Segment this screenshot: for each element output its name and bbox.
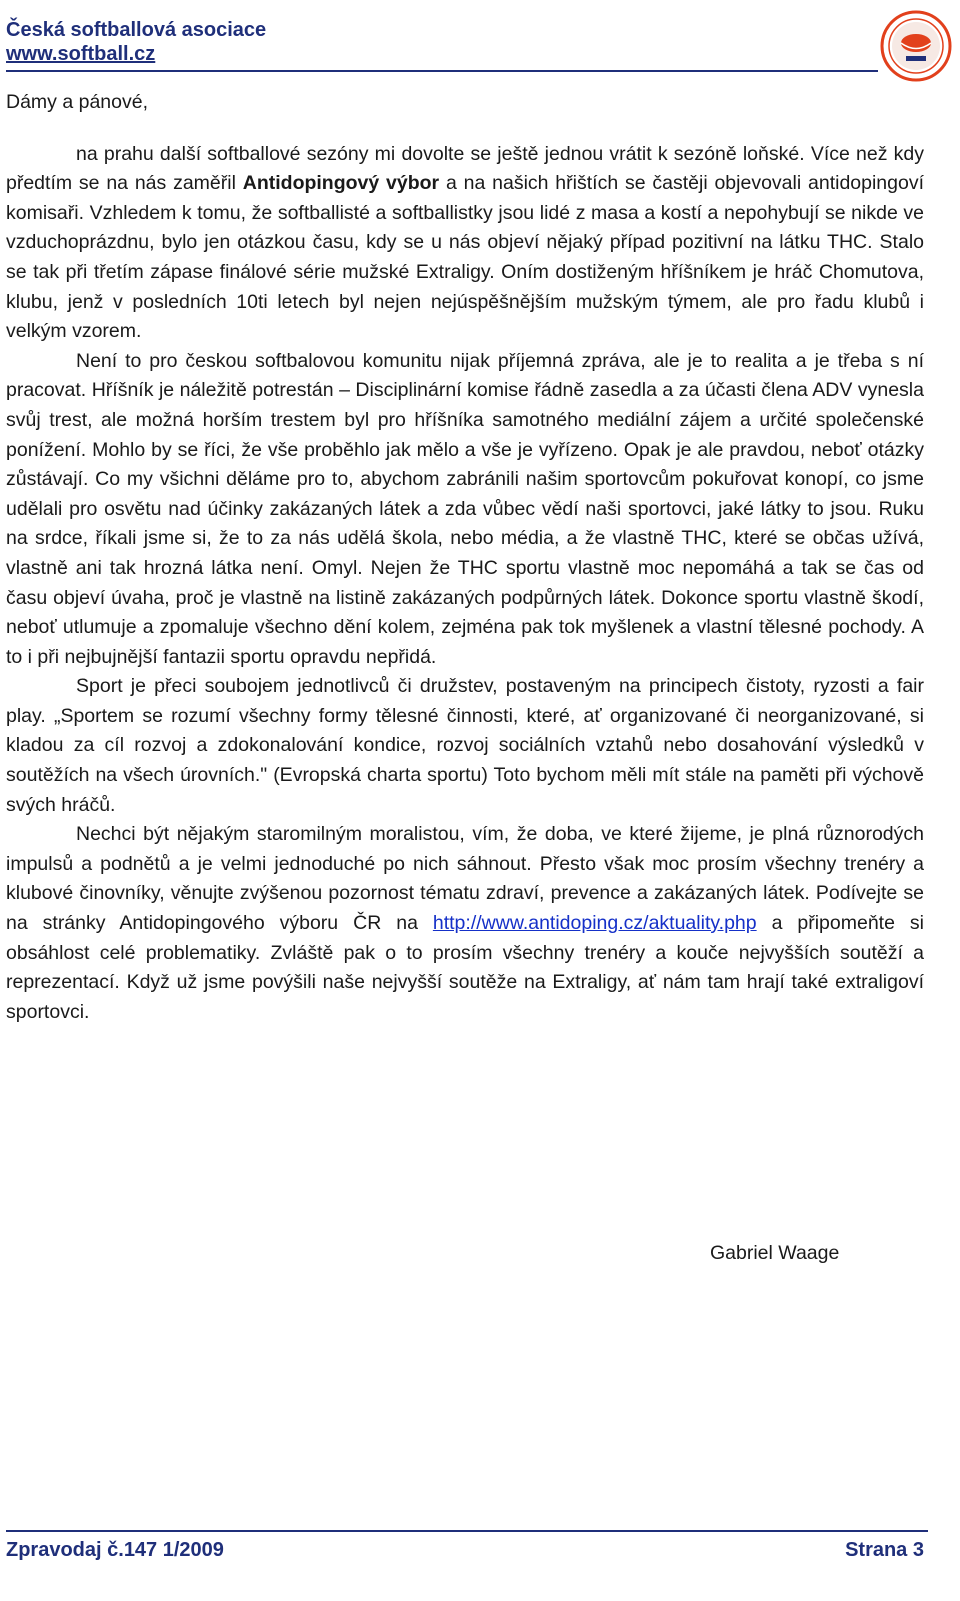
salutation: Dámy a pánové,	[6, 91, 148, 113]
paragraph-3: Sport je přeci soubojem jednotlivců či družstev, postaveným na principech čistoty, ryzosti a fair play. „Sportem se rozumí všechny formy tělesné činnosti, které, ať organizované či neorganizované, si kladou za cíl rozvoj a zdokonalování kondice, rozvoj sociálních vztahů nebo dosahování výsledků v soutěžích na všech úrovních." (Evropská charta sportu) Toto bychom měli mít stále na paměti při výchově svých hráčů.	[6, 675, 924, 816]
signature: Gabriel Waage	[710, 1242, 840, 1264]
issue-label: Zpravodaj č.147 1/2009	[6, 1539, 224, 1561]
header-divider	[6, 70, 878, 72]
paragraph-4-end: a připomeňte si obsáhlost celé problematiky. Zvláště pak o to prosím všechny trenéry a kouče nejvyšších soutěží a reprezentací. Když už jsme povýšili naše nejvyšší soutěže na Extraligy, ať nám tam hrají také extraligoví sportovci.	[6, 912, 924, 1023]
paragraph-1	[6, 140, 924, 347]
paragraph-1-end: a na našich hřištích se častěji objevovali antidopingoví komisaři. Vzhledem k tomu, že softballisté a softballistky jsou lidé z masa a kostí a nepohybují se nikde ve vzduchoprázdnu, bylo jen otázkou času, kdy se u nás objeví nějaký případ pozitivní na látku THC. Stalo se tak při třetím zápase finálové série mužské Extraligy. Oním dostiženým hříšníkem je hráč Chomutova, klubu, jenž v posledních 10ti letech byl nejen nejúspěšnějším mužským týmem, ale pro řadu klubů i velkým vzorem.	[6, 172, 925, 343]
website-link[interactable]: www.softball.cz	[6, 43, 156, 65]
organization-name: Česká softballová asociace	[6, 19, 267, 41]
paragraph-4	[6, 820, 924, 1027]
page-number: Strana 3	[845, 1539, 924, 1561]
paragraph-2: Není to pro českou softbalovou komunitu nijak příjemná zpráva, ale je to realita a je třeba s ní pracovat. Hříšník je náležitě potrestán – Disciplinární komise řádně zasedla a za účasti člena ADV vynesla svůj trest, ale možná horším trestem byl pro hříšníka samotného mediální zájem a určité společenské ponížení. Mohlo by se říci, že vše proběhlo jak mělo a vše je vyřízeno. Opak je ale pravdou, neboť otázky zůstávají. Co my všichni děláme pro to, abychom zabránili našim sportovcům pokuřovat konopí, co jsme udělali pro osvětu nad účinky zakázaných látek a zda vůbec vědí naši sportovci, jaké látky to jsou. Ruku na srdce, říkali jsme si, že to za nás udělá škola, nebo média, a že vlastně THC, které se občas užívá, vlastně ani tak hrozná látka není. Omyl. Nejen že THC sportu vlastně moc nepomáhá a tak se čas od času objeví úvaha, proč je vlastně na listině zakázaných podpůrných látek. Dokonce sportu vlastně škodí, neboť utlumuje a zpomaluje všechno dění kolem, zejména pak tok myšlenek a vlastní tělesné pochody. A to i při nejbujnější fantazii sportu opravdu nepřidá.	[6, 349, 924, 668]
header	[6, 18, 876, 66]
csa-logo-icon	[880, 10, 952, 82]
paragraph-4-start: Nechci být nějakým staromilným moralistou, vím, že doba, ve které žijeme, je plná různorodých impulsů a podnětů a je velmi jednoduché po nich sáhnout. Přesto však moc prosím všechny trenéry a klubové činovníky, věnujte zvýšenou pozornost tématu zdraví, prevence a zakázaných látek. Podívejte se na stránky Antidopingového výboru ČR na	[6, 823, 924, 935]
footer-divider	[6, 1530, 928, 1532]
antidoping-committee-bold: Antidopingový výbor	[242, 172, 440, 195]
paragraph-1-start: na prahu další softballové sezóny mi dovolte se ještě jednou vrátit k sezóně loňské. Více než kdy předtím se na nás zaměřil	[6, 142, 924, 195]
antidoping-link[interactable]: http://www.antidoping.cz/aktuality.php	[432, 912, 757, 935]
letter-body	[6, 88, 924, 1027]
